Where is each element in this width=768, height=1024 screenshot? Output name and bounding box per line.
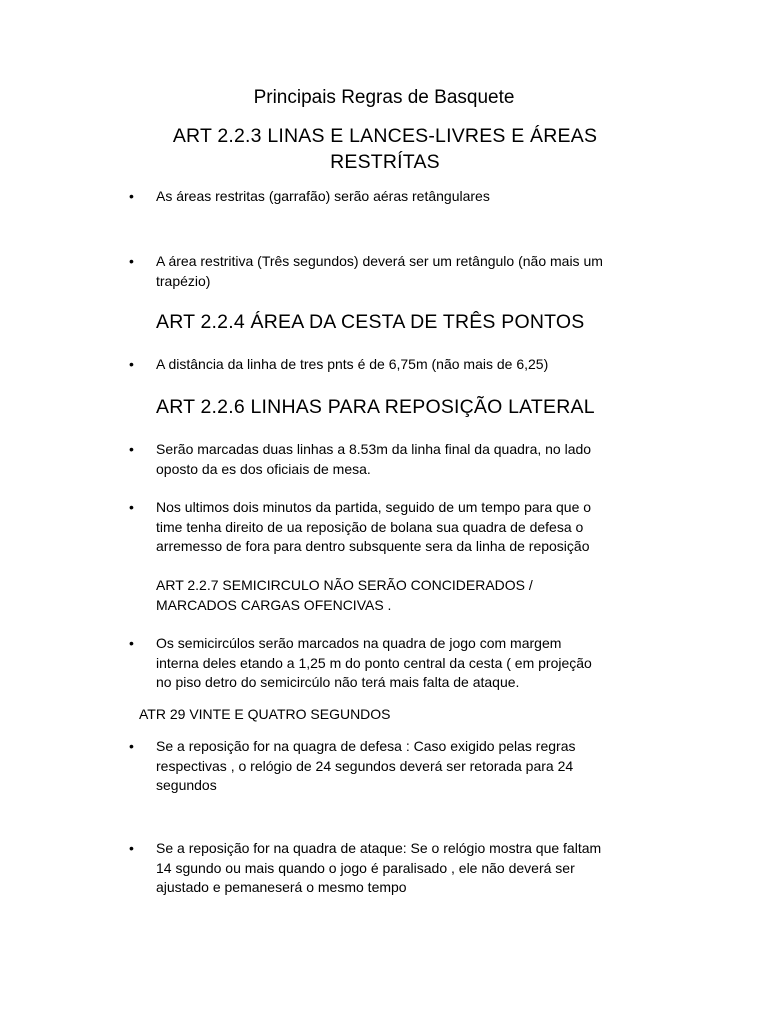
list-item: Se a reposição for na quadra de ataque: Se o relógio mostra que faltam 14 sgundo ou mais quando o jogo é paralisado , ele não deverá ser ajustado e pemaneserá o mesmo tempo: [156, 840, 602, 895]
list-item: A área restritiva (Três segundos) deverá ser um retângulo (não mais um trapézio): [156, 253, 603, 289]
section-heading-2-2-7: ART 2.2.7 SEMICIRCULO NÃO SERÃO CONCIDERADOS / MARCADOS CARGAS OFENCIVAS .: [156, 577, 533, 613]
bullet-marker: •: [129, 840, 134, 856]
bullet-marker: •: [129, 738, 134, 754]
section-heading-2-2-6: ART 2.2.6 LINHAS PARA REPOSIÇÃO LATERAL: [156, 396, 595, 418]
list-item: Os semicircúlos serão marcados na quadra de jogo com margem interna deles etando a 1,25 m do ponto central da cesta ( em projeção no piso detro do semicircúlo não terá mais falta de ataque.: [156, 635, 592, 690]
bullet-marker: •: [129, 188, 134, 204]
section-heading-2-2-3: ART 2.2.3 LINAS E LANCES-LIVRES E ÁREAS RESTRÍTAS: [172, 125, 598, 173]
bullet-marker: •: [129, 253, 134, 269]
bullet-marker: •: [129, 356, 134, 372]
section-heading-atr-29: ATR 29 VINTE E QUATRO SEGUNDOS: [139, 706, 391, 722]
section-heading-2-2-4: ART 2.2.4 ÁREA DA CESTA DE TRÊS PONTOS: [156, 311, 585, 333]
bullet-marker: •: [129, 635, 134, 651]
page-title: Principais Regras de Basquete: [253, 87, 515, 108]
list-item: Se a reposição for na quagra de defesa : Caso exigido pelas regras respectivas , o relógio de 24 segundos deverá ser retorada para 24 segundos: [156, 738, 576, 793]
list-item: As áreas restritas (garrafão) serão aéras retângulares: [156, 188, 490, 204]
list-item: Nos ultimos dois minutos da partida, seguido de um tempo para que o time tenha direito de ua reposição de bolana sua quadra de defesa o arremesso de fora para dentro subsquente sera da linha de reposição: [156, 499, 592, 554]
list-item: A distância da linha de tres pnts é de 6,75m (não mais de 6,25): [156, 356, 549, 372]
bullet-marker: •: [129, 441, 134, 457]
bullet-marker: •: [129, 499, 134, 515]
list-item: Serão marcadas duas linhas a 8.53m da linha final da quadra, no lado oposto da es dos oficiais de mesa.: [156, 441, 592, 477]
